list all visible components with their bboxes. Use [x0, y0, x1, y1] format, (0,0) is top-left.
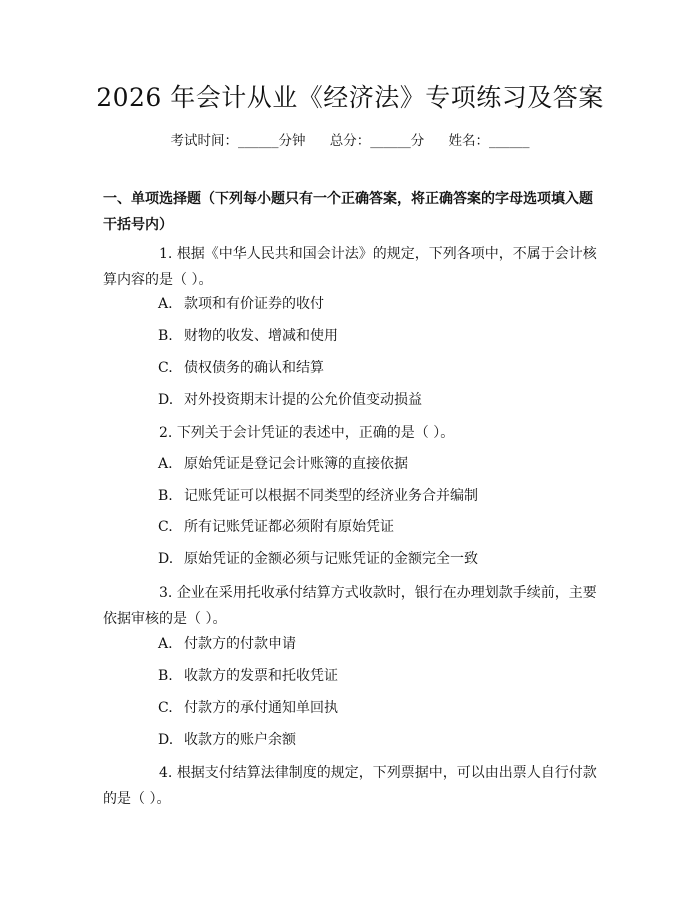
option-letter: A. — [158, 636, 173, 652]
time-unit: 分钟 — [278, 133, 306, 149]
q2-option-a — [158, 453, 598, 475]
section-heading: 一、单项选择题（下列每小题只有一个正确答案，将正确答案的字母选项填入题干括号内） — [103, 191, 593, 233]
question-text: 根据《中华人民共和国会计法》的规定，下列各项中，不属于会计核算内容的是（ ）。 — [103, 246, 597, 288]
option-letter: A. — [158, 456, 173, 472]
option-text: 付款方的承付通知单回执 — [184, 700, 338, 716]
option-letter: B. — [158, 488, 173, 504]
option-letter: A. — [158, 296, 173, 312]
option-text: 所有记账凭证都必须附有原始凭证 — [184, 519, 394, 535]
score-unit: 分 — [410, 133, 425, 149]
option-text: 原始凭证的金额必须与记账凭证的金额完全一致 — [184, 551, 478, 567]
q3-option-b — [158, 665, 598, 687]
name-label: 姓名： — [448, 133, 490, 149]
option-letter: D. — [158, 392, 174, 408]
time-label: 考试时间： — [170, 133, 238, 149]
time-field — [170, 131, 305, 151]
q2-option-c — [158, 516, 598, 538]
question-number: 2. — [159, 425, 173, 441]
q1-option-a — [158, 293, 598, 315]
option-text: 收款方的账户余额 — [184, 732, 296, 748]
question-text: 企业在采用托收承付结算方式收款时，银行在办理划款手续前，主要依据审核的是（ ）。 — [103, 585, 597, 627]
score-field — [330, 131, 425, 151]
q1-option-b — [158, 325, 598, 347]
q3-option-d — [158, 729, 598, 751]
question-text: 下列关于会计凭证的表述中，正确的是（ ）。 — [176, 425, 455, 441]
question-number: 3. — [159, 585, 173, 601]
question-2 — [103, 420, 598, 446]
exam-meta — [0, 131, 700, 151]
option-letter: D. — [158, 551, 174, 567]
name-field — [449, 131, 530, 151]
option-letter: B. — [158, 668, 173, 684]
option-letter: C. — [158, 700, 173, 716]
option-letter: C. — [158, 360, 173, 376]
q1-option-d — [158, 389, 598, 411]
q3-option-a — [158, 633, 598, 655]
question-text: 根据支付结算法律制度的规定，下列票据中，可以由出票人自行付款的是（ ）。 — [103, 765, 597, 807]
page-title: 2026 年会计从业《经济法》专项练习及答案 — [96, 83, 604, 112]
option-letter: D. — [158, 732, 174, 748]
option-letter: C. — [158, 519, 173, 535]
q1-option-c — [158, 357, 598, 379]
option-letter: B. — [158, 328, 173, 344]
option-text: 对外投资期末计提的公允价值变动损益 — [184, 392, 422, 408]
question-1 — [103, 241, 598, 293]
score-label: 总分： — [329, 133, 371, 149]
score-blank: ______ — [370, 133, 411, 149]
q3-option-c — [158, 697, 598, 719]
option-text: 财物的收发、增减和使用 — [184, 328, 338, 344]
question-3 — [103, 580, 598, 632]
question-number: 4. — [159, 765, 173, 781]
option-text: 债权债务的确认和结算 — [184, 360, 324, 376]
option-text: 付款方的付款申请 — [184, 636, 296, 652]
question-number: 1. — [159, 246, 173, 262]
time-blank: ______ — [237, 133, 279, 149]
name-blank: ______ — [489, 133, 530, 149]
option-text: 原始凭证是登记会计账簿的直接依据 — [184, 456, 408, 472]
option-text: 款项和有价证券的收付 — [184, 296, 324, 312]
option-text: 记账凭证可以根据不同类型的经济业务合并编制 — [184, 488, 478, 504]
question-4 — [103, 760, 598, 812]
option-text: 收款方的发票和托收凭证 — [184, 668, 338, 684]
q2-option-d — [158, 548, 598, 570]
q2-option-b — [158, 485, 598, 507]
